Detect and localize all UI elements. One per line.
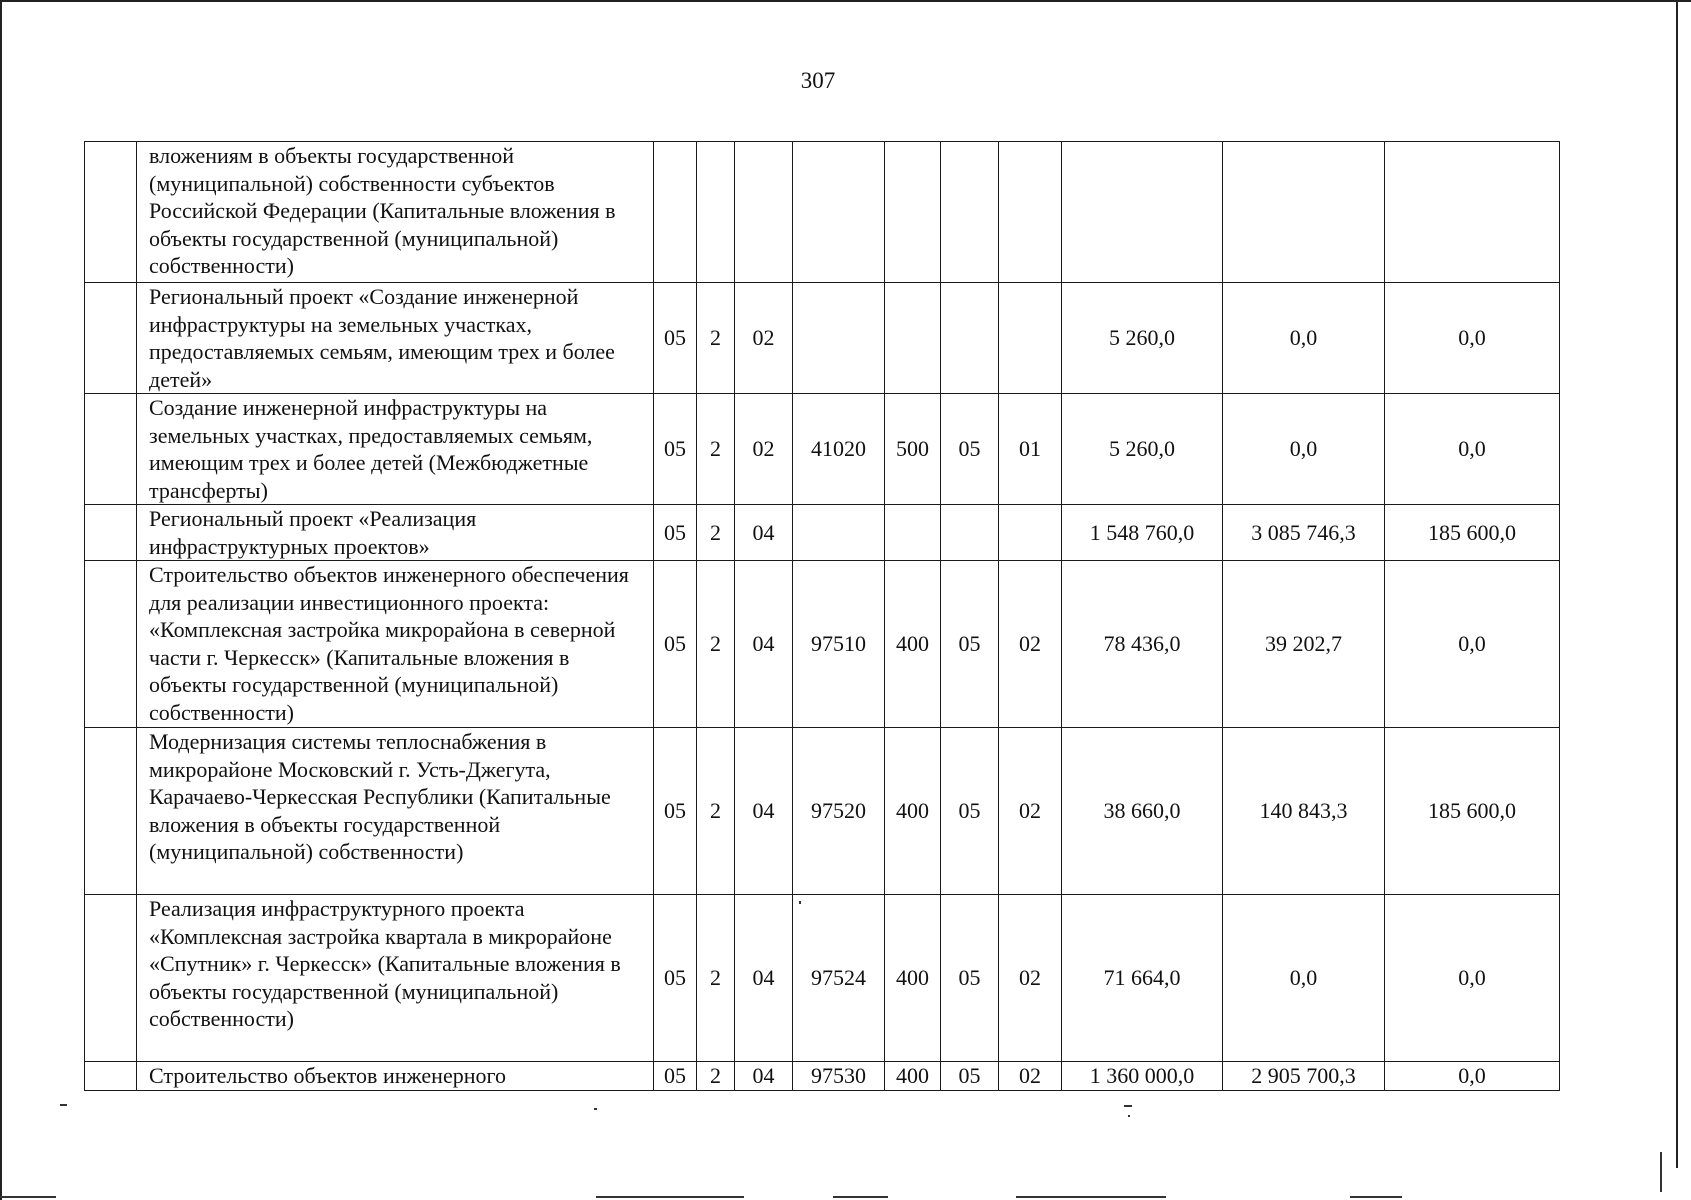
code-expense-type: 400 bbox=[885, 895, 941, 1062]
amount-year-1 bbox=[1062, 142, 1223, 283]
row-name: Модернизация системы теплоснабжения в микрорайоне Московский г. Усть-Джегута, Карачаево-Черкесская Республики (Капитальные вложения в объекты государственной (муниципальной) собственности) bbox=[137, 728, 654, 895]
row-number-cell bbox=[85, 142, 137, 283]
amount-year-3: 0,0 bbox=[1385, 561, 1560, 728]
code-subchapter bbox=[999, 142, 1062, 283]
row-number-cell bbox=[85, 728, 137, 895]
code-program: 2 bbox=[697, 1062, 735, 1091]
amount-year-2 bbox=[1223, 142, 1385, 283]
code-section: 05 bbox=[654, 1062, 697, 1091]
table-row bbox=[85, 394, 1560, 505]
scan-speck bbox=[799, 901, 801, 904]
row-number-cell bbox=[85, 394, 137, 505]
code-direction: 97520 bbox=[793, 728, 885, 895]
table-row bbox=[85, 895, 1560, 1062]
amount-year-3: 0,0 bbox=[1385, 394, 1560, 505]
amount-year-3: 185 600,0 bbox=[1385, 505, 1560, 561]
code-subprogram: 02 bbox=[735, 283, 793, 394]
code-program: 2 bbox=[697, 283, 735, 394]
budget-table bbox=[84, 141, 1560, 1091]
scan-speck bbox=[60, 1104, 67, 1106]
scan-speck bbox=[594, 1108, 597, 1110]
code-subchapter: 02 bbox=[999, 728, 1062, 895]
scan-speck bbox=[1660, 1152, 1662, 1192]
row-number-cell bbox=[85, 561, 137, 728]
code-subchapter: 02 bbox=[999, 1062, 1062, 1091]
code-section: 05 bbox=[654, 895, 697, 1062]
code-direction bbox=[793, 283, 885, 394]
code-subchapter bbox=[999, 283, 1062, 394]
code-direction: 97524 bbox=[793, 895, 885, 1062]
amount-year-2: 0,0 bbox=[1223, 283, 1385, 394]
code-subprogram: 04 bbox=[735, 505, 793, 561]
amount-year-2: 2 905 700,3 bbox=[1223, 1062, 1385, 1091]
code-direction bbox=[793, 142, 885, 283]
code-subprogram bbox=[735, 142, 793, 283]
amount-year-3: 0,0 bbox=[1385, 895, 1560, 1062]
row-name: Реализация инфраструктурного проекта «Комплексная застройка квартала в микрорайоне «Спутник» г. Черкесск» (Капитальные вложения в объекты государственной (муниципальной) собственности) bbox=[137, 895, 654, 1062]
code-subprogram: 04 bbox=[735, 728, 793, 895]
code-chapter bbox=[941, 142, 999, 283]
amount-year-3 bbox=[1385, 142, 1560, 283]
code-subchapter: 01 bbox=[999, 394, 1062, 505]
table-row bbox=[85, 561, 1560, 728]
row-name: Строительство объектов инженерного обеспечения для реализации инвестиционного проекта: «Комплексная застройка микрорайона в северной части г. Черкесск» (Капитальные вложения в объекты государственной (муниципальной) собственности) bbox=[137, 561, 654, 728]
code-chapter bbox=[941, 505, 999, 561]
amount-year-1: 78 436,0 bbox=[1062, 561, 1223, 728]
footer-rule bbox=[1350, 1196, 1402, 1198]
row-number-cell bbox=[85, 1062, 137, 1091]
amount-year-1: 5 260,0 bbox=[1062, 283, 1223, 394]
code-chapter: 05 bbox=[941, 1062, 999, 1091]
code-chapter: 05 bbox=[941, 728, 999, 895]
code-subchapter bbox=[999, 505, 1062, 561]
code-expense-type bbox=[885, 142, 941, 283]
row-name: Региональный проект «Создание инженерной инфраструктуры на земельных участках, предоставляемых семьям, имеющим трех и более детей» bbox=[137, 283, 654, 394]
code-expense-type: 500 bbox=[885, 394, 941, 505]
amount-year-2: 3 085 746,3 bbox=[1223, 505, 1385, 561]
code-section bbox=[654, 142, 697, 283]
scan-speck bbox=[1124, 1105, 1132, 1107]
footer-rule bbox=[1016, 1196, 1166, 1198]
page-number: 307 bbox=[800, 68, 836, 93]
table-row bbox=[85, 1062, 1560, 1091]
row-name: Строительство объектов инженерного bbox=[137, 1062, 654, 1091]
amount-year-1: 38 660,0 bbox=[1062, 728, 1223, 895]
code-subchapter: 02 bbox=[999, 561, 1062, 728]
code-section: 05 bbox=[654, 561, 697, 728]
code-chapter bbox=[941, 283, 999, 394]
code-program: 2 bbox=[697, 728, 735, 895]
code-subprogram: 04 bbox=[735, 561, 793, 728]
table-row bbox=[85, 142, 1560, 283]
row-number-cell bbox=[85, 283, 137, 394]
table-row bbox=[85, 283, 1560, 394]
code-chapter: 05 bbox=[941, 561, 999, 728]
code-program: 2 bbox=[697, 895, 735, 1062]
amount-year-3: 0,0 bbox=[1385, 1062, 1560, 1091]
code-expense-type: 400 bbox=[885, 728, 941, 895]
row-name: вложениям в объекты государственной (муниципальной) собственности субъектов Российской Федерации (Капитальные вложения в объекты государственной (муниципальной) собственности) bbox=[137, 142, 654, 283]
footer-rule bbox=[0, 1196, 56, 1198]
code-subprogram: 02 bbox=[735, 394, 793, 505]
amount-year-1: 71 664,0 bbox=[1062, 895, 1223, 1062]
code-direction bbox=[793, 505, 885, 561]
amount-year-1: 1 360 000,0 bbox=[1062, 1062, 1223, 1091]
code-program: 2 bbox=[697, 505, 735, 561]
table-row bbox=[85, 505, 1560, 561]
code-chapter: 05 bbox=[941, 394, 999, 505]
amount-year-2: 140 843,3 bbox=[1223, 728, 1385, 895]
code-direction: 41020 bbox=[793, 394, 885, 505]
amount-year-1: 5 260,0 bbox=[1062, 394, 1223, 505]
amount-year-2: 39 202,7 bbox=[1223, 561, 1385, 728]
table-row bbox=[85, 728, 1560, 895]
code-program bbox=[697, 142, 735, 283]
amount-year-2: 0,0 bbox=[1223, 895, 1385, 1062]
code-expense-type bbox=[885, 283, 941, 394]
code-section: 05 bbox=[654, 394, 697, 505]
amount-year-3: 185 600,0 bbox=[1385, 728, 1560, 895]
row-number-cell bbox=[85, 895, 137, 1062]
row-number-cell bbox=[85, 505, 137, 561]
code-subprogram: 04 bbox=[735, 1062, 793, 1091]
code-direction: 97530 bbox=[793, 1062, 885, 1091]
scan-speck bbox=[1128, 1115, 1130, 1117]
amount-year-1: 1 548 760,0 bbox=[1062, 505, 1223, 561]
row-name: Создание инженерной инфраструктуры на земельных участках, предоставляемых семьям, имеющим трех и более детей (Межбюджетные трансферты) bbox=[137, 394, 654, 505]
code-section: 05 bbox=[654, 283, 697, 394]
footer-rule bbox=[596, 1196, 744, 1198]
code-subprogram: 04 bbox=[735, 895, 793, 1062]
amount-year-3: 0,0 bbox=[1385, 283, 1560, 394]
row-name: Региональный проект «Реализация инфраструктурных проектов» bbox=[137, 505, 654, 561]
code-expense-type: 400 bbox=[885, 561, 941, 728]
code-direction: 97510 bbox=[793, 561, 885, 728]
code-expense-type bbox=[885, 505, 941, 561]
code-program: 2 bbox=[697, 561, 735, 728]
code-subchapter: 02 bbox=[999, 895, 1062, 1062]
code-section: 05 bbox=[654, 728, 697, 895]
code-section: 05 bbox=[654, 505, 697, 561]
code-chapter: 05 bbox=[941, 895, 999, 1062]
code-expense-type: 400 bbox=[885, 1062, 941, 1091]
frame-right-border bbox=[1676, 0, 1678, 1168]
amount-year-2: 0,0 bbox=[1223, 394, 1385, 505]
footer-rule bbox=[833, 1196, 888, 1198]
code-program: 2 bbox=[697, 394, 735, 505]
